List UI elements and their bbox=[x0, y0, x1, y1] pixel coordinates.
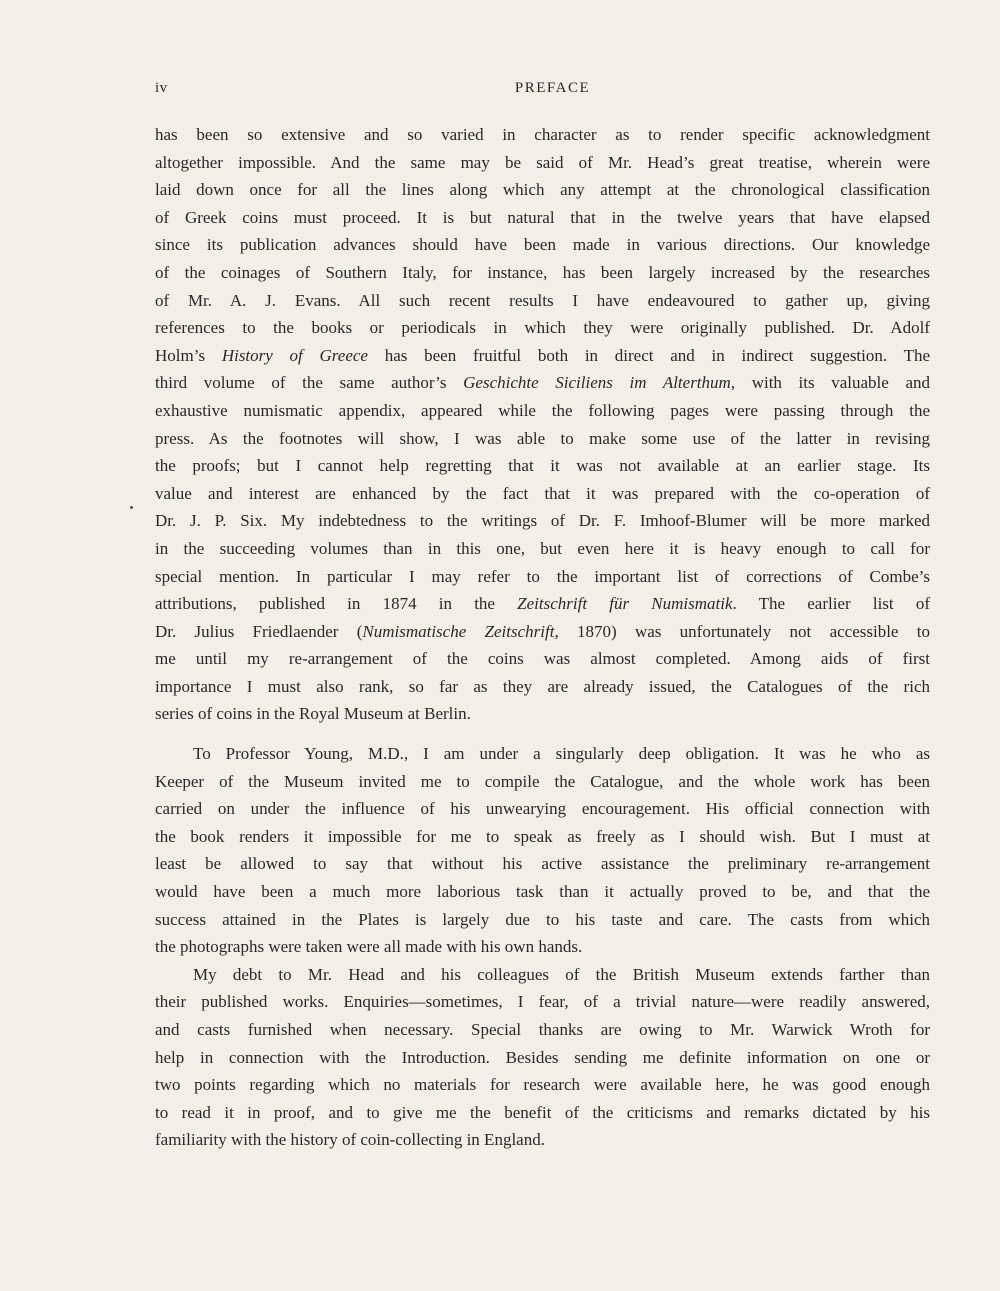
text-line: familiarity with the history of coin-collecting in England. bbox=[155, 1130, 545, 1150]
text-line: in the succeeding volumes than in this one, but even here it is heavy enough to call for bbox=[155, 538, 930, 558]
text-line: of the coinages of Southern Italy, for instance, has been largely increased by the researches bbox=[155, 262, 930, 282]
text-line: Keeper of the Museum invited me to compile the Catalogue, and the whole work has been bbox=[155, 771, 930, 791]
text-line: altogether impossible. And the same may be said of Mr. Head’s great treatise, wherein were bbox=[155, 152, 930, 172]
text-line: My debt to Mr. Head and his colleagues of the British Museum extends farther than bbox=[193, 964, 930, 984]
text-line: help in connection with the Introduction. Besides sending me definite information on one or bbox=[155, 1047, 930, 1067]
text-line bbox=[155, 369, 930, 397]
italic-title: Geschichte Siciliens im Alterthum bbox=[463, 373, 731, 393]
italic-title: Numismatische Zeitschrift bbox=[362, 621, 555, 641]
text-line bbox=[155, 342, 930, 370]
text-segment: , with its valuable and bbox=[730, 373, 930, 393]
text-segment: . The earlier list of bbox=[732, 594, 930, 614]
text-line: carried on under the influence of his unwearying encouragement. His official connection with bbox=[155, 799, 930, 819]
paragraph bbox=[155, 121, 930, 728]
text-segment: , 1870) was unfortunately not accessible to bbox=[554, 621, 930, 641]
page-number: iv bbox=[155, 80, 168, 96]
text-line: value and interest are enhanced by the fact that it was prepared with the co-operation of bbox=[155, 483, 930, 503]
text-line: importance I must also rank, so far as they are already issued, the Catalogues of the rich bbox=[155, 676, 930, 696]
text-line: of Greek coins must proceed. It is but natural that in the twelve years that have elapsed bbox=[155, 207, 930, 227]
text-line: their published works. Enquiries—sometimes, I fear, of a trivial nature—were readily answered, bbox=[155, 992, 930, 1012]
text-segment: attributions, published in 1874 in the bbox=[155, 594, 518, 614]
text-line: laid down once for all the lines along which any attempt at the chronological classification bbox=[155, 180, 930, 200]
text-line: would have been a much more laborious task than it actually proved to be, and that the bbox=[155, 882, 930, 902]
text-line: two points regarding which no materials for research were available here, he was good enough bbox=[155, 1075, 930, 1095]
text-line: least be allowed to say that without his active assistance the preliminary re-arrangement bbox=[155, 854, 930, 874]
text-line: success attained in the Plates is largely due to his taste and care. The casts from which bbox=[155, 909, 930, 929]
text-line bbox=[155, 618, 930, 646]
text-line: since its publication advances should have been made in various directions. Our knowledge bbox=[155, 235, 930, 255]
text-line: of Mr. A. J. Evans. All such recent results I have endeavoured to gather up, giving bbox=[155, 290, 930, 310]
paragraph bbox=[155, 740, 930, 961]
text-line: series of coins in the Royal Museum at Berlin. bbox=[155, 704, 471, 724]
text-segment: has been fruitful both in direct and in indirect suggestion. The bbox=[367, 345, 930, 365]
body-text bbox=[155, 121, 930, 1154]
text-line: exhaustive numismatic appendix, appeared while the following pages were passing through the bbox=[155, 400, 930, 420]
text-segment: third volume of the same author’s bbox=[155, 373, 464, 393]
text-line: the photographs were taken were all made with his own hands. bbox=[155, 937, 583, 957]
text-segment: Holm’s bbox=[155, 345, 222, 365]
text-line: the proofs; but I cannot help regretting that it was not available at an earlier stage. Its bbox=[155, 456, 930, 476]
running-head: PREFACE bbox=[514, 80, 591, 96]
text-line: me until my re-arrangement of the coins was almost completed. Among aids of first bbox=[155, 649, 930, 669]
text-line: references to the books or periodicals in which they were originally published. Dr. Adolf bbox=[155, 318, 930, 338]
speck-mark bbox=[130, 506, 133, 509]
italic-title: Zeitschrift für Numismatik bbox=[517, 594, 733, 614]
text-line: and casts furnished when necessary. Special thanks are owing to Mr. Warwick Wroth for bbox=[155, 1020, 930, 1039]
text-line: Dr. J. P. Six. My indebtedness to the writings of Dr. F. Imhoof-Blumer will be more marked bbox=[155, 511, 930, 531]
paragraph bbox=[155, 961, 930, 1154]
italic-title: History of Greece bbox=[221, 345, 368, 365]
text-line: To Professor Young, M.D., I am under a singularly deep obligation. It was he who as bbox=[193, 744, 930, 764]
page-header bbox=[155, 80, 930, 104]
text-line bbox=[155, 590, 930, 618]
text-line: has been so extensive and so varied in character as to render specific acknowledgment bbox=[155, 125, 930, 144]
paragraph-gap bbox=[155, 728, 930, 740]
text-line: the book renders it impossible for me to speak as freely as I should wish. But I must at bbox=[155, 826, 930, 846]
text-line: to read it in proof, and to give me the benefit of the criticisms and remarks dictated by his bbox=[155, 1102, 930, 1122]
text-line: press. As the footnotes will show, I was able to make some use of the latter in revising bbox=[155, 428, 930, 448]
text-segment: Dr. Julius Friedlaender ( bbox=[155, 621, 363, 641]
text-line: special mention. In particular I may refer to the important list of corrections of Combe’s bbox=[155, 566, 930, 586]
